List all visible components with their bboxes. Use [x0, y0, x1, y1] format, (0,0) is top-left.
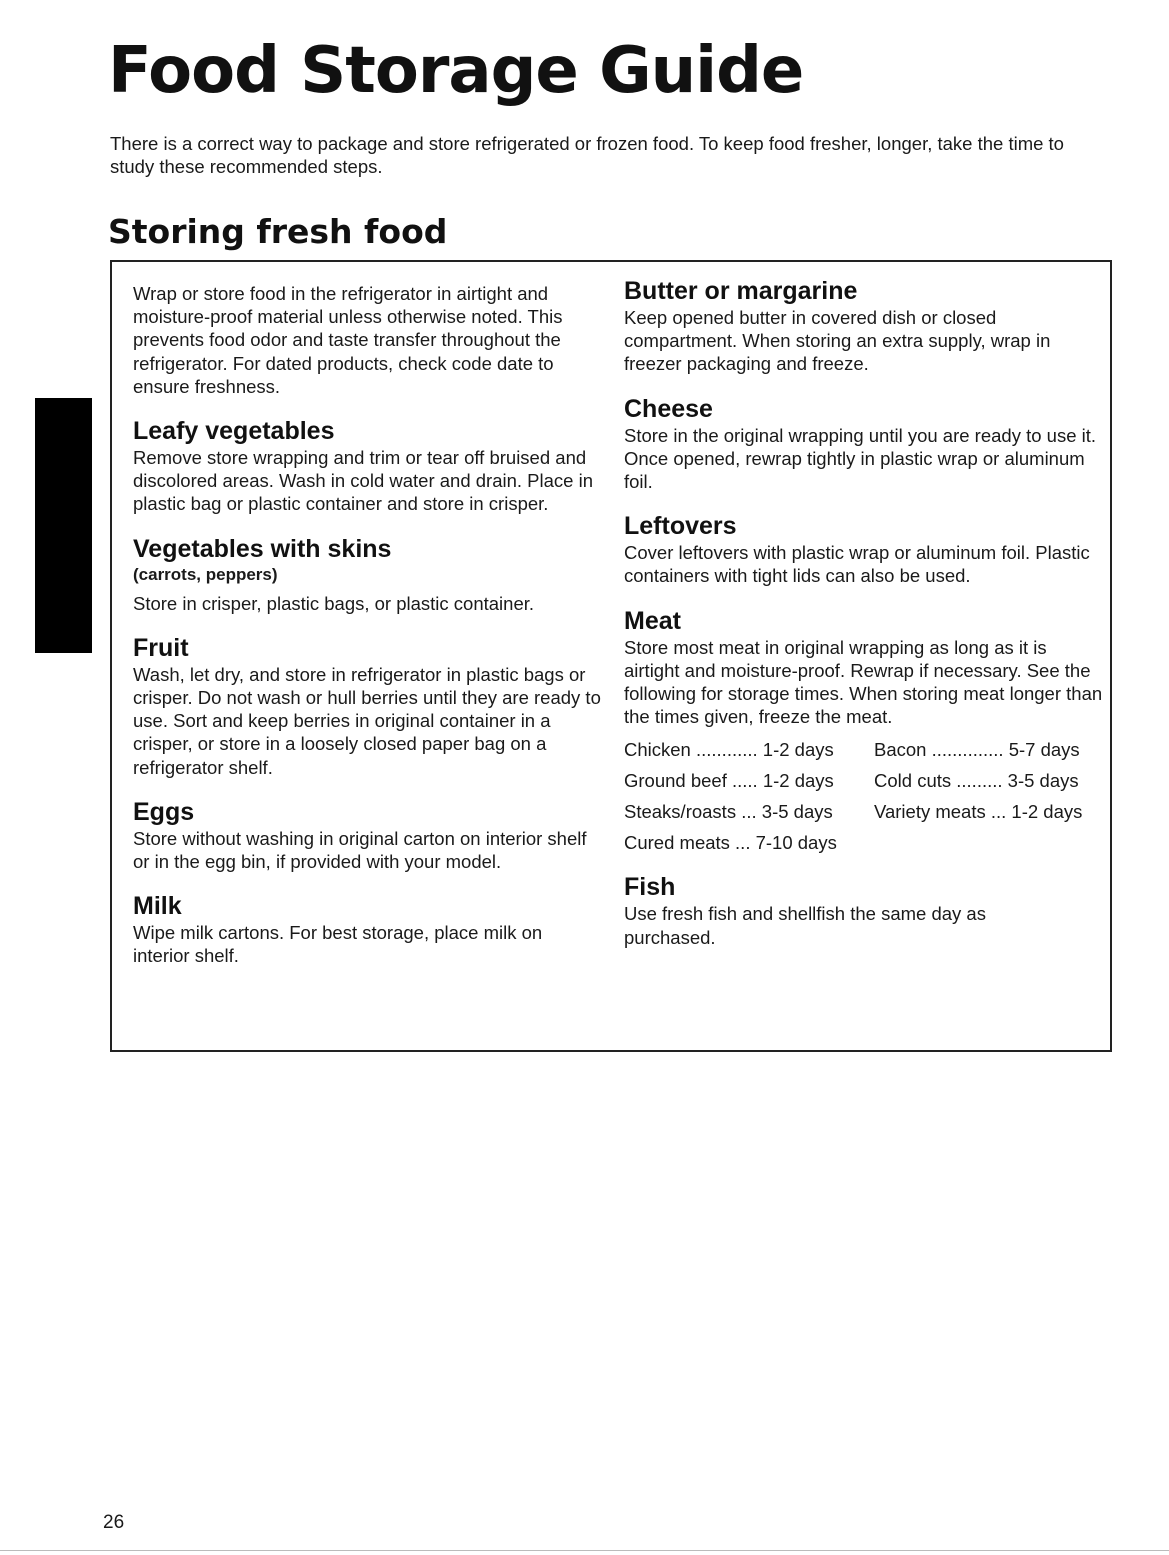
table-row — [624, 827, 1082, 858]
eggs-heading: Eggs — [133, 797, 195, 826]
milk-section — [133, 891, 603, 967]
storage-time-empty — [874, 827, 1082, 858]
table-row — [624, 796, 1082, 827]
vegetables-skins-text: Store in crisper, plastic bags, or plastic container. — [133, 592, 535, 614]
milk-text: Wipe milk cartons. For best storage, place milk on interior shelf. — [133, 922, 543, 967]
butter-section — [624, 276, 1104, 376]
meat-text: Store most meat in original wrapping as long as it is airtight and moisture-proof. Rewrap if necessary. See the following for storage times. When storing meat longer than the times given, freeze the meat. — [624, 636, 1103, 728]
meat-section — [624, 606, 1104, 859]
side-tab-marker — [35, 398, 92, 653]
leafy-vegetables-section — [133, 416, 603, 516]
leafy-vegetables-text: Remove store wrapping and trim or tear off bruised and discolored areas. Wash in cold water and drain. Place in plastic bag or plastic container and store in crisper. — [133, 447, 593, 515]
leafy-vegetables-heading: Leafy vegetables — [133, 417, 335, 446]
vegetables-skins-note: (carrots, peppers) — [133, 564, 278, 584]
eggs-section — [133, 797, 603, 873]
storage-time-chicken: Chicken ............ 1-2 days — [624, 739, 834, 761]
page-number: 26 — [103, 1512, 125, 1533]
cheese-heading: Cheese — [624, 394, 713, 423]
cheese-section — [624, 394, 1104, 494]
leftovers-section — [624, 511, 1104, 587]
fruit-text: Wash, let dry, and store in refrigerator in plastic bags or crisper. Do not wash or hull berries until they are ready to use. Sort and keep berries in original container in a crisper, or store in a loosely closed paper bag on a refrigerator shelf. — [133, 663, 601, 778]
section-title: Storing fresh food — [108, 212, 448, 251]
eggs-text: Store without washing in original carton on interior shelf or in the egg bin, if provided with your model. — [133, 827, 587, 873]
leftovers-heading: Leftovers — [624, 512, 737, 541]
storage-time-variety-meats: Variety meats ... 1-2 days — [874, 801, 1083, 823]
meat-heading: Meat — [624, 606, 681, 635]
fruit-heading: Fruit — [133, 633, 189, 662]
intro-paragraph: There is a correct way to package and store refrigerated or frozen food. To keep food fresher, longer, take the time to study these recommended steps. — [110, 133, 1064, 177]
cheese-text: Store in the original wrapping until you are ready to use it. Once opened, rewrap tightly in plastic wrap or aluminum foil. — [624, 424, 1097, 493]
storage-time-bacon: Bacon .............. 5-7 days — [874, 739, 1080, 761]
fish-text: Use fresh fish and shellfish the same day as purchased. — [624, 903, 986, 948]
right-column — [624, 276, 1104, 949]
fruit-section — [133, 633, 603, 779]
milk-heading: Milk — [133, 892, 182, 921]
fish-heading: Fish — [624, 873, 676, 902]
butter-heading: Butter or margarine — [624, 277, 858, 305]
page-title: Food Storage Guide — [108, 34, 804, 108]
butter-text: Keep opened butter in covered dish or closed compartment. When storing an extra supply, wrap in freezer packaging and freeze. — [624, 307, 1051, 375]
vegetables-skins-heading: Vegetables with skins — [133, 534, 392, 563]
table-row — [624, 765, 1082, 796]
bottom-rule — [0, 1550, 1169, 1551]
leftovers-text: Cover leftovers with plastic wrap or aluminum foil. Plastic containers with tight lids can also be used. — [624, 542, 1090, 587]
storage-time-cold-cuts: Cold cuts ......... 3-5 days — [874, 770, 1079, 792]
meat-storage-times-table — [624, 734, 1082, 858]
fish-section — [624, 872, 1104, 948]
storage-time-steaks-roasts: Steaks/roasts ... 3-5 days — [624, 801, 833, 823]
wrap-instructions: Wrap or store food in the refrigerator in airtight and moisture-proof material unless otherwise noted. This prevents food odor and taste transfer throughout the refrigerator. For dated products, check code date to ensure freshness. — [133, 283, 563, 397]
storage-time-ground-beef: Ground beef ..... 1-2 days — [624, 770, 834, 792]
table-row — [624, 734, 1082, 765]
left-column — [133, 282, 603, 968]
vegetables-skins-section — [133, 534, 603, 615]
storage-time-cured-meats: Cured meats ... 7-10 days — [624, 832, 837, 854]
